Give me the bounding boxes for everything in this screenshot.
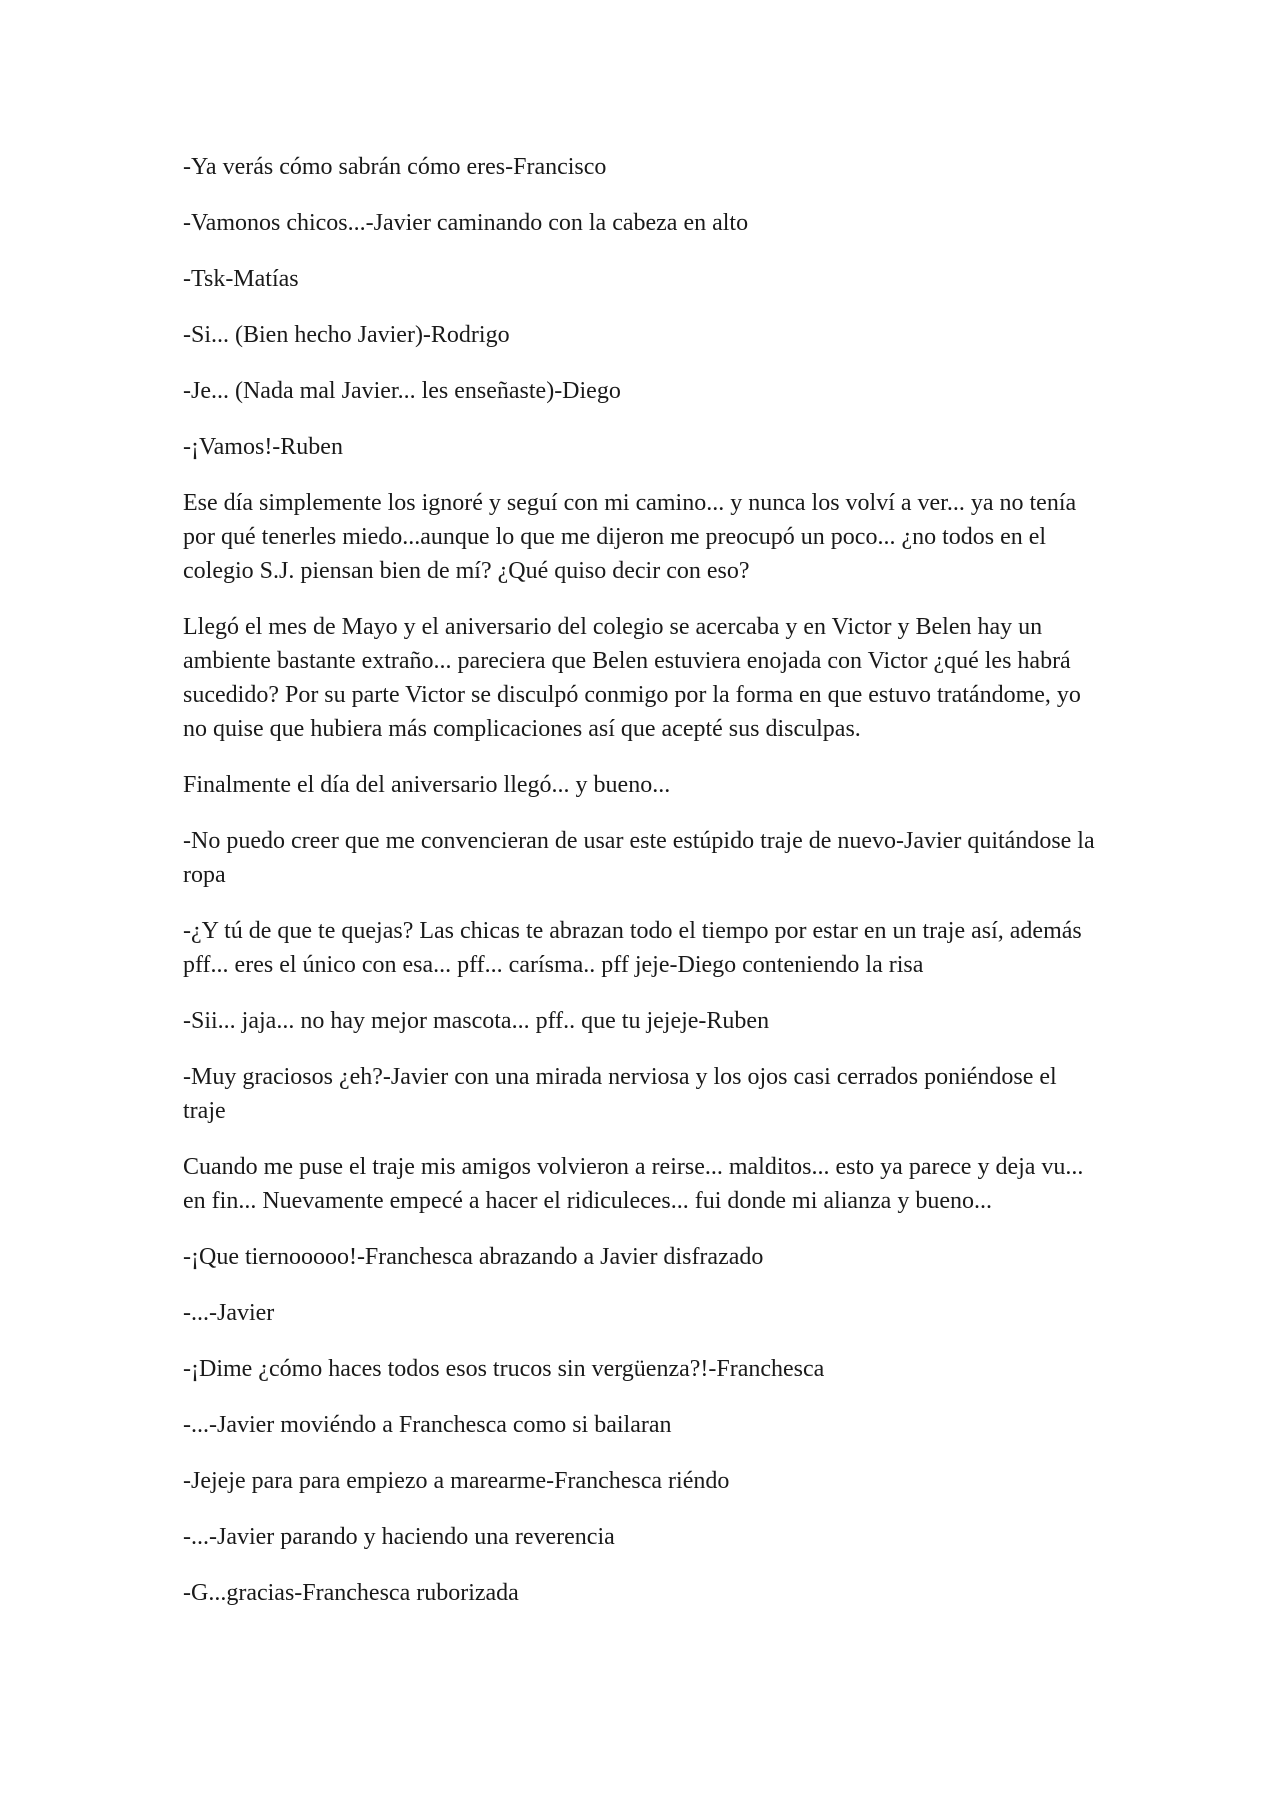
paragraph: Llegó el mes de Mayo y el aniversario del colegio se acercaba y en Victor y Belen hay un ambiente bastante extraño... pareciera que Belen estuviera enojada con Victor ¿qué les habrá sucedido? Por su parte Victor se disculpó conmigo por la forma en que estuvo tratándome, yo no quise que hubiera más complicaciones así que acepté sus disculpas.	[183, 614, 1081, 742]
paragraph: -...-Javier moviéndo a Franchesca como si bailaran	[183, 1412, 672, 1438]
paragraph: -Je... (Nada mal Javier... les enseñaste)-Diego	[183, 378, 621, 404]
paragraph: Cuando me puse el traje mis amigos volvieron a reirse... malditos... esto ya parece y deja vu... en fin... Nuevamente empecé a hacer el ridiculeces... fui donde mi alianza y bueno...	[183, 1154, 1084, 1214]
paragraph: -Muy graciosos ¿eh?-Javier con una mirada nerviosa y los ojos casi cerrados poniéndose el traje	[183, 1064, 1057, 1124]
paragraph: -Sii... jaja... no hay mejor mascota... pff.. que tu jejeje-Ruben	[183, 1008, 770, 1034]
document-body	[183, 150, 1103, 1632]
paragraph: -Si... (Bien hecho Javier)-Rodrigo	[183, 322, 510, 348]
paragraph: -G...gracias-Franchesca ruborizada	[183, 1580, 519, 1606]
paragraph: Ese día simplemente los ignoré y seguí con mi camino... y nunca los volví a ver... ya no tenía por qué tenerles miedo...aunque lo que me dijeron me preocupó un poco... ¿no todos en el colegio S.J. piensan bien de mí? ¿Qué quiso decir con eso?	[183, 490, 1077, 584]
paragraph: -¡Que tiernooooo!-Franchesca abrazando a Javier disfrazado	[183, 1244, 764, 1270]
paragraph: -...-Javier	[183, 1300, 275, 1326]
paragraph: -¿Y tú de que te quejas? Las chicas te abrazan todo el tiempo por estar en un traje así, además pff... eres el único con esa... pff... carísma.. pff jeje-Diego conteniendo la risa	[183, 918, 1082, 978]
paragraph: Finalmente el día del aniversario llegó... y bueno...	[183, 772, 671, 798]
paragraph: -No puedo creer que me convencieran de usar este estúpido traje de nuevo-Javier quitándose la ropa	[183, 828, 1095, 888]
paragraph: -Tsk-Matías	[183, 266, 299, 292]
paragraph: -Ya verás cómo sabrán cómo eres-Francisco	[183, 154, 607, 180]
paragraph: -...-Javier parando y haciendo una reverencia	[183, 1524, 615, 1550]
paragraph: -Jejeje para para empiezo a marearme-Franchesca riéndo	[183, 1468, 730, 1494]
paragraph: -Vamonos chicos...-Javier caminando con la cabeza en alto	[183, 210, 749, 236]
paragraph: -¡Dime ¿cómo haces todos esos trucos sin vergüenza?!-Franchesca	[183, 1356, 825, 1382]
paragraph: -¡Vamos!-Ruben	[183, 434, 343, 460]
